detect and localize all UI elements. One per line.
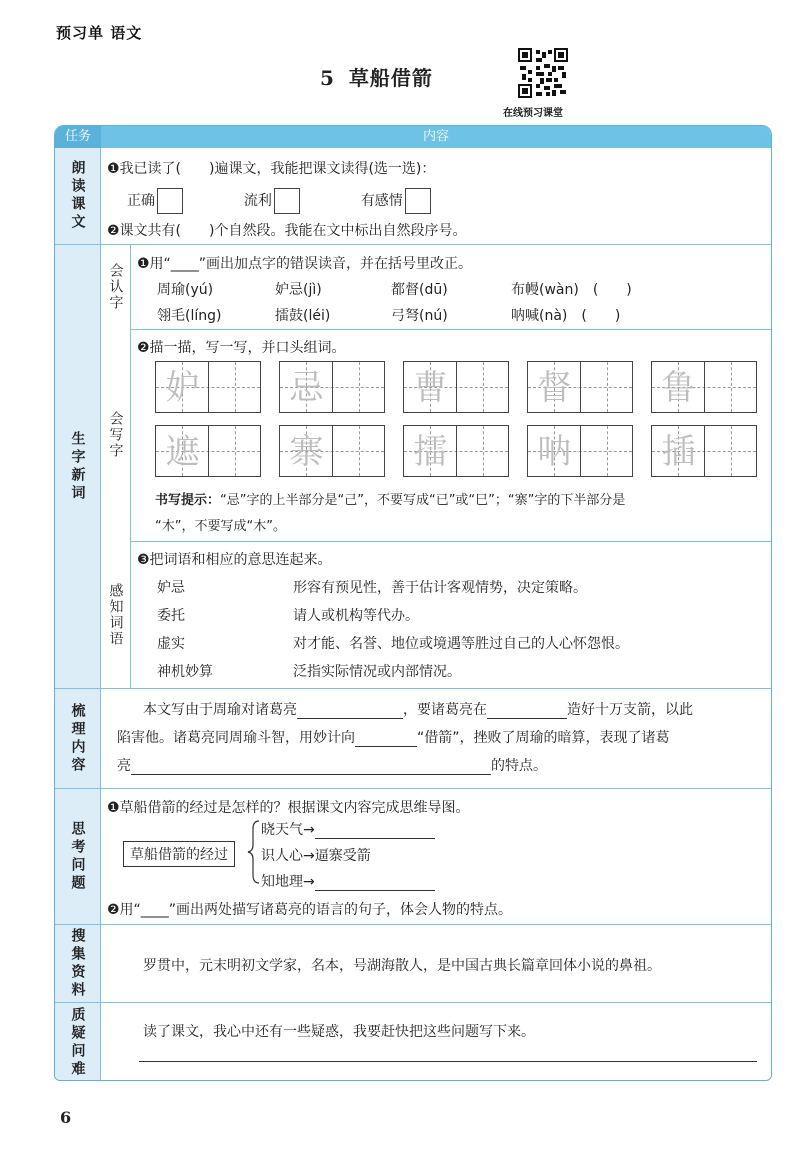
writing-cell[interactable]: [651, 425, 757, 477]
divider: [131, 329, 771, 330]
vocab-meaning[interactable]: 形容有预见性，善于估计客观情势，决定策略。: [293, 580, 587, 596]
option-label: 有感情: [360, 193, 403, 209]
vocab-word[interactable]: 神机妙算: [157, 664, 213, 680]
qr-caption: 在线预习课堂: [503, 108, 563, 119]
vocab-meaning[interactable]: 请人或机构等代办。: [293, 608, 419, 624]
collect-text: 罗贯中，元末明初文学家，名本，号湖海散人，是中国古典长篇章回体小说的鼻祖。: [143, 958, 661, 974]
option-label: 正确: [127, 193, 155, 209]
writing-cell[interactable]: [527, 361, 633, 413]
recognize-instruction: ❶用“____”画出加点字的错误读音，并在括号里改正。: [137, 256, 473, 272]
sub-label: 会写字: [101, 329, 131, 541]
reading-line1: ❶我已读了( )遍课文，我能把课文读得(选一选)：: [107, 161, 436, 177]
section-thinking: [55, 788, 771, 924]
header-content: 内容: [422, 129, 449, 144]
pinyin-item: 弓弩(nú): [391, 308, 448, 324]
answer-blank[interactable]: [131, 760, 491, 775]
pinyin-item: 呐喊(nà) ( ): [511, 308, 621, 324]
lesson-title-text: 草船借箭: [348, 66, 433, 90]
sub-label: 会认字: [101, 245, 131, 329]
questions-text: 读了课文，我心中还有一些疑惑，我要赶快把这些问题写下来。: [143, 1024, 535, 1040]
writing-cell[interactable]: [155, 361, 261, 413]
answer-blank[interactable]: [315, 876, 435, 891]
answer-blank[interactable]: [297, 704, 403, 719]
vocab-meaning[interactable]: 泛指实际情况或内部情况。: [293, 664, 461, 680]
mind-map-branch: 晓天气→: [261, 819, 435, 839]
brace-icon: [247, 819, 261, 885]
summary-line3: 亮 的特点。: [117, 758, 547, 774]
reading-options: [127, 188, 431, 214]
sub-label: 感知词语: [101, 541, 131, 689]
writing-cell[interactable]: [279, 425, 385, 477]
section-collect: [55, 924, 771, 1002]
answer-blank[interactable]: [355, 732, 417, 747]
vocab-meaning[interactable]: 对才能、名誉、地位或境遇等胜过自己的人心怀怨恨。: [293, 636, 629, 652]
trace-char: 忌: [289, 368, 324, 408]
section-label: 搜集资料: [55, 925, 101, 1002]
pinyin-item: 都督(dū): [391, 282, 448, 298]
pinyin-item: 布幔(wàn) ( ): [511, 282, 632, 298]
section-questions: [55, 1002, 771, 1081]
writing-cell[interactable]: [651, 361, 757, 413]
tip-line2: “木”，不要写成“木”。: [155, 519, 286, 534]
writing-cell[interactable]: [403, 425, 509, 477]
thinking-q1: ❶草船借箭的经过是怎样的？根据课文内容完成思维导图。: [107, 800, 470, 816]
trace-char: 寨: [289, 432, 324, 472]
lesson-number: 5: [320, 66, 335, 90]
trace-char: 遮: [165, 432, 200, 472]
writing-tip: [155, 489, 625, 508]
trace-char: 曹: [413, 368, 448, 408]
lesson-title: [320, 62, 433, 91]
mind-map-branch: 识人心→逼寨受箭: [261, 848, 371, 864]
pinyin-item: 擂鼓(léi): [275, 308, 331, 324]
section-new-words: [55, 244, 771, 688]
trace-char: 督: [537, 368, 572, 408]
vocab-word[interactable]: 虚实: [157, 636, 185, 652]
thinking-q2: ❷用“____”画出两处描写诸葛亮的语言的句子，体会人物的特点。: [107, 902, 513, 918]
checkbox[interactable]: [405, 188, 431, 214]
section-label: 思考问题: [55, 789, 101, 924]
answer-line[interactable]: [139, 1061, 757, 1062]
answer-blank[interactable]: [315, 824, 435, 839]
vocab-instruction: ❸把词语和相应的意思连起来。: [137, 552, 332, 568]
answer-blank[interactable]: [487, 704, 567, 719]
write-instruction: ❷描一描，写一写，并口头组词。: [137, 340, 346, 356]
option-label: 流利: [243, 193, 272, 209]
divider: [131, 541, 771, 542]
trace-char: 插: [661, 432, 696, 472]
section-label: 质疑问难: [55, 1003, 101, 1081]
table-header: [55, 126, 771, 148]
reading-line2: ❷课文共有( )个自然段。我能在文中标出自然段序号。: [107, 223, 467, 239]
pinyin-item: 翎毛(líng): [157, 308, 222, 324]
section-label: 生字新词: [55, 245, 101, 688]
writing-cell[interactable]: [279, 361, 385, 413]
vocab-word[interactable]: 妒忌: [157, 580, 185, 596]
mind-map-branch: 知地理→: [261, 871, 435, 891]
checkbox[interactable]: [274, 188, 300, 214]
section-summary: [55, 688, 771, 788]
trace-char: 呐: [537, 432, 572, 472]
page-number: 6: [60, 1108, 72, 1127]
section-reading: [55, 148, 771, 244]
checkbox[interactable]: [157, 188, 183, 214]
writing-cell[interactable]: [403, 361, 509, 413]
vocab-word[interactable]: 委托: [157, 608, 185, 624]
qr-code-icon[interactable]: [518, 48, 568, 98]
summary-line2: 陷害他。诸葛亮同周瑜斗智，用妙计向 “借箭”，挫败了周瑜的暗算，表现了诸葛: [117, 730, 670, 746]
pinyin-item: 周瑜(yú): [157, 282, 214, 298]
tip-label: 书写提示：: [155, 493, 221, 508]
book-header: 预习单 语文: [56, 24, 143, 42]
trace-char: 鲁: [661, 368, 696, 408]
header-task: 任务: [55, 126, 101, 148]
section-label: 朗读课文: [55, 148, 101, 244]
tip-line1: “忌”字的上半部分是“己”，不要写成“已”或“巳”；“寨”字的下半部分是: [220, 493, 626, 508]
pinyin-item: 妒忌(jì): [275, 282, 322, 298]
mind-map-root: 草船借箭的经过: [123, 841, 235, 867]
trace-char: 妒: [165, 368, 200, 408]
preview-table: [54, 125, 772, 1081]
summary-line1: 本文写由于周瑜对诸葛亮 ，要诸葛亮在 造好十万支箭，以此: [143, 702, 693, 718]
trace-char: 擂: [413, 432, 448, 472]
writing-cell[interactable]: [527, 425, 633, 477]
writing-cell[interactable]: [155, 425, 261, 477]
section-label: 梳理内容: [55, 689, 101, 788]
